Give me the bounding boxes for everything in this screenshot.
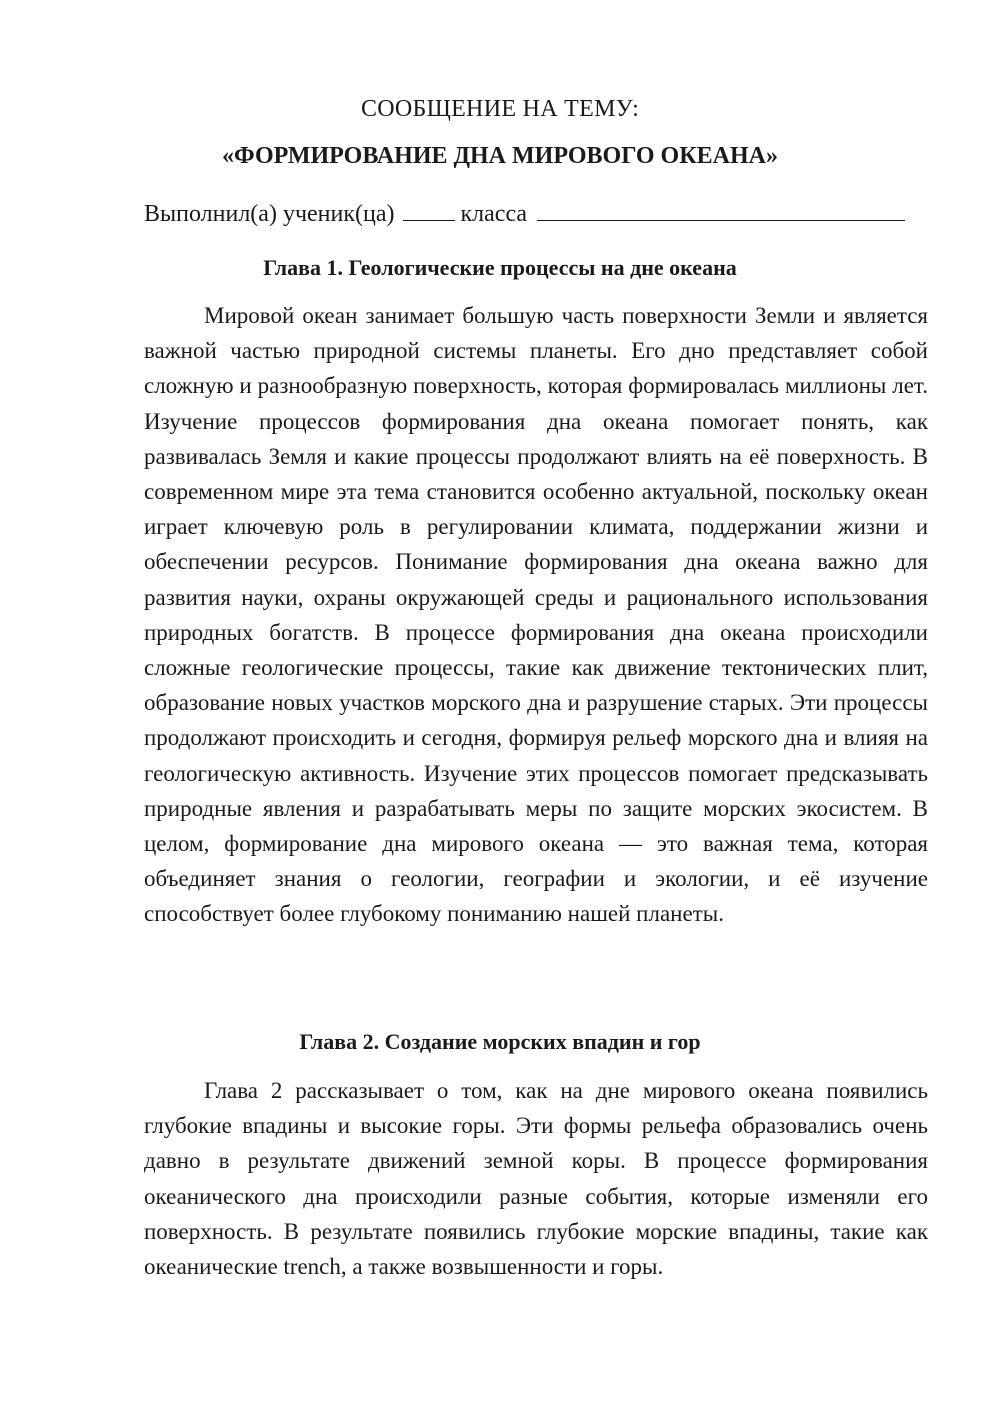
chapter-2-paragraph: Глава 2 рассказывает о том, как на дне мирового океана появились глубокие впадины и высокие горы. Эти формы рельефа образовались очень давно в результате движений земной коры. В процессе формирования океанического дна происходили разные события, которые изменяли его поверхность. В результате появились глубокие морские впадины, такие как океанические trench, а также возвышенности и горы. [144,1078,928,1280]
class-number-blank [403,198,455,221]
class-label: класса [460,201,528,227]
document-title-line-2: «ФОРМИРОВАНИЕ ДНА МИРОВОГО ОКЕАНА» [222,143,778,169]
chapter-1-heading: Глава 1. Геологические процессы на дне океана [263,255,737,280]
document-title-line-1: СООБЩЕНИЕ НА ТЕМУ: [360,96,640,122]
author-name-blank [537,198,905,221]
author-line [144,198,934,229]
author-prefix-label: Выполнил(а) ученик(ца) [144,201,395,227]
chapter-1-paragraph: Мировой океан занимает большую часть поверхности Земли и является важной частью природной системы планеты. Его дно представляет собой сложную и разнообразную поверхность, которая формировалась миллионы лет. Изучение процессов формирования дна океана помогает понять, как развивалась Земля и какие процессы продолжают влиять на её поверхность. В современном мире эта тема становится особенно актуальной, поскольку океан играет ключевую роль в регулировании климата, поддержании жизни и обеспечении ресурсов. Понимание формирования дна океана важно для развития науки, охраны окружающей среды и рационального использования природных богатств. В процессе формирования дна океана происходили сложные геологические процессы, такие как движение тектонических плит, образование новых участков морского дна и разрушение старых. Эти процессы продолжают происходить и сегодня, формируя рельеф морского дна и влияя на геологическую активность. Изучение этих процессов помогает предсказывать природные явления и разрабатывать меры по защите морских экосистем. В целом, формирование дна мирового океана — это важная тема, которая объединяет знания о геологии, географии и экологии, и её изучение способствует более глубокому пониманию нашей планеты. [144,303,928,927]
chapter-2-heading: Глава 2. Создание морских впадин и гор [299,1029,701,1054]
